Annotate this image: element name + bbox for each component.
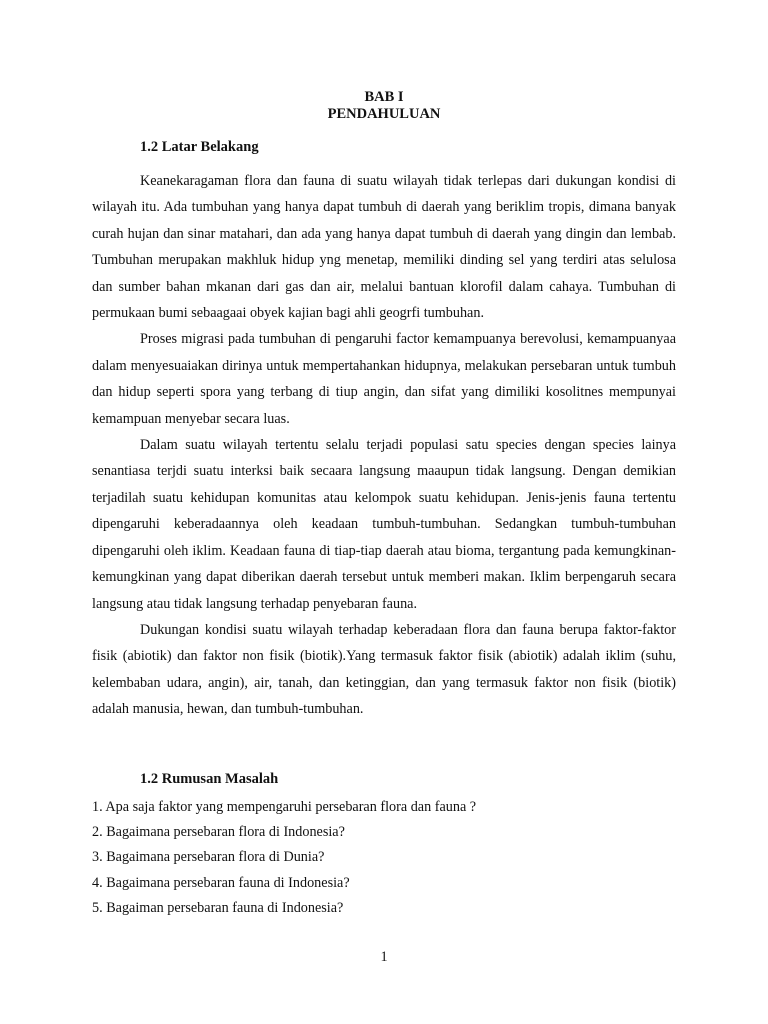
list-item: 4. Bagaimana persebaran fauna di Indonesia? <box>92 874 350 891</box>
chapter-label: BAB I <box>364 89 404 105</box>
latar-belakang-body <box>92 168 676 723</box>
paragraph-2: Proses migrasi pada tumbuhan di pengaruhi factor kemampuanya berevolusi, kemampuanyaa dalam menyesuaiakan dirinya untuk mempertahankan hidupnya, melakukan persebaran untuk tumbuh dan hidup seperti spora yang terbang di tiup angin, dan sifat yang dimiliki kosolitnes mempunyai kemampuan menyebar secara luas. <box>92 331 676 427</box>
section-heading-rumusan-masalah: 1.2 Rumusan Masalah <box>140 771 279 787</box>
list-item: 3. Bagaimana persebaran flora di Dunia? <box>92 849 325 866</box>
page-number: 1 <box>380 949 388 965</box>
chapter-title: PENDAHULUAN <box>327 106 441 122</box>
section-heading-latar-belakang: 1.2 Latar Belakang <box>140 139 259 155</box>
paragraph-4: Dukungan kondisi suatu wilayah terhadap keberadaan flora dan fauna berupa faktor-faktor fisik (abiotik) dan faktor non fisik (biotik).Yang termasuk faktor fisik (abiotik) adalah iklim (suhu, kelembaban udara, angin), air, tanah, dan ketinggian, dan yang termasuk faktor non fisik (biotik) adalah manusia, hewan, dan tumbuh-tumbuhan. <box>92 621 676 718</box>
list-item: 5. Bagaiman persebaran fauna di Indonesia? <box>92 899 344 916</box>
rumusan-masalah-list <box>92 795 676 921</box>
paragraph-1: Keanekaragaman flora dan fauna di suatu wilayah tidak terlepas dari dukungan kondisi di wilayah itu. Ada tumbuhan yang hanya dapat tumbuh di daerah yang beriklim tropis, dimana banyak curah hujan dan sinar matahari, dan ada yang hanya dapat tumbuh di daerah yang dingin dan lembab. Tumbuhan merupakan makhluk hidup yng menetap, memiliki dinding sel yang terdiri atas selulosa dan sumber bahan mkanan dari gas dan air, melalui bantuan klorofil dalam cahaya. Tumbuhan di permukaan bumi sebaagaai obyek kajian bagi ahli geogrfi tumbuhan. <box>92 173 676 322</box>
paragraph-3: Dalam suatu wilayah tertentu selalu terjadi populasi satu species dengan species lainya senantiasa terjdi suatu interksi baik secaara langsung maaupun tidak langsung. Dengan demikian terjadilah suatu kehidupan komunitas atau kelompok suatu kehidupan. Jenis-jenis fauna tertentu dipengaruhi keberadaannya oleh keadaan tumbuh-tumbuhan. Sedangkan tumbuh-tumbuhan dipengaruhi oleh iklim. Keadaan fauna di tiap-tiap daerah atau bioma, tergantung pada kemungkinan-kemungkinan yang dapat diberikan daerah tersebut untuk memberi makan. Iklim berpengaruh secara langsung atau tidak langsung terhadap penyebaran fauna. <box>92 437 676 612</box>
list-item: 1. Apa saja faktor yang mempengaruhi persebaran flora dan fauna ? <box>92 799 477 815</box>
list-item: 2. Bagaimana persebaran flora di Indonesia? <box>92 824 345 841</box>
